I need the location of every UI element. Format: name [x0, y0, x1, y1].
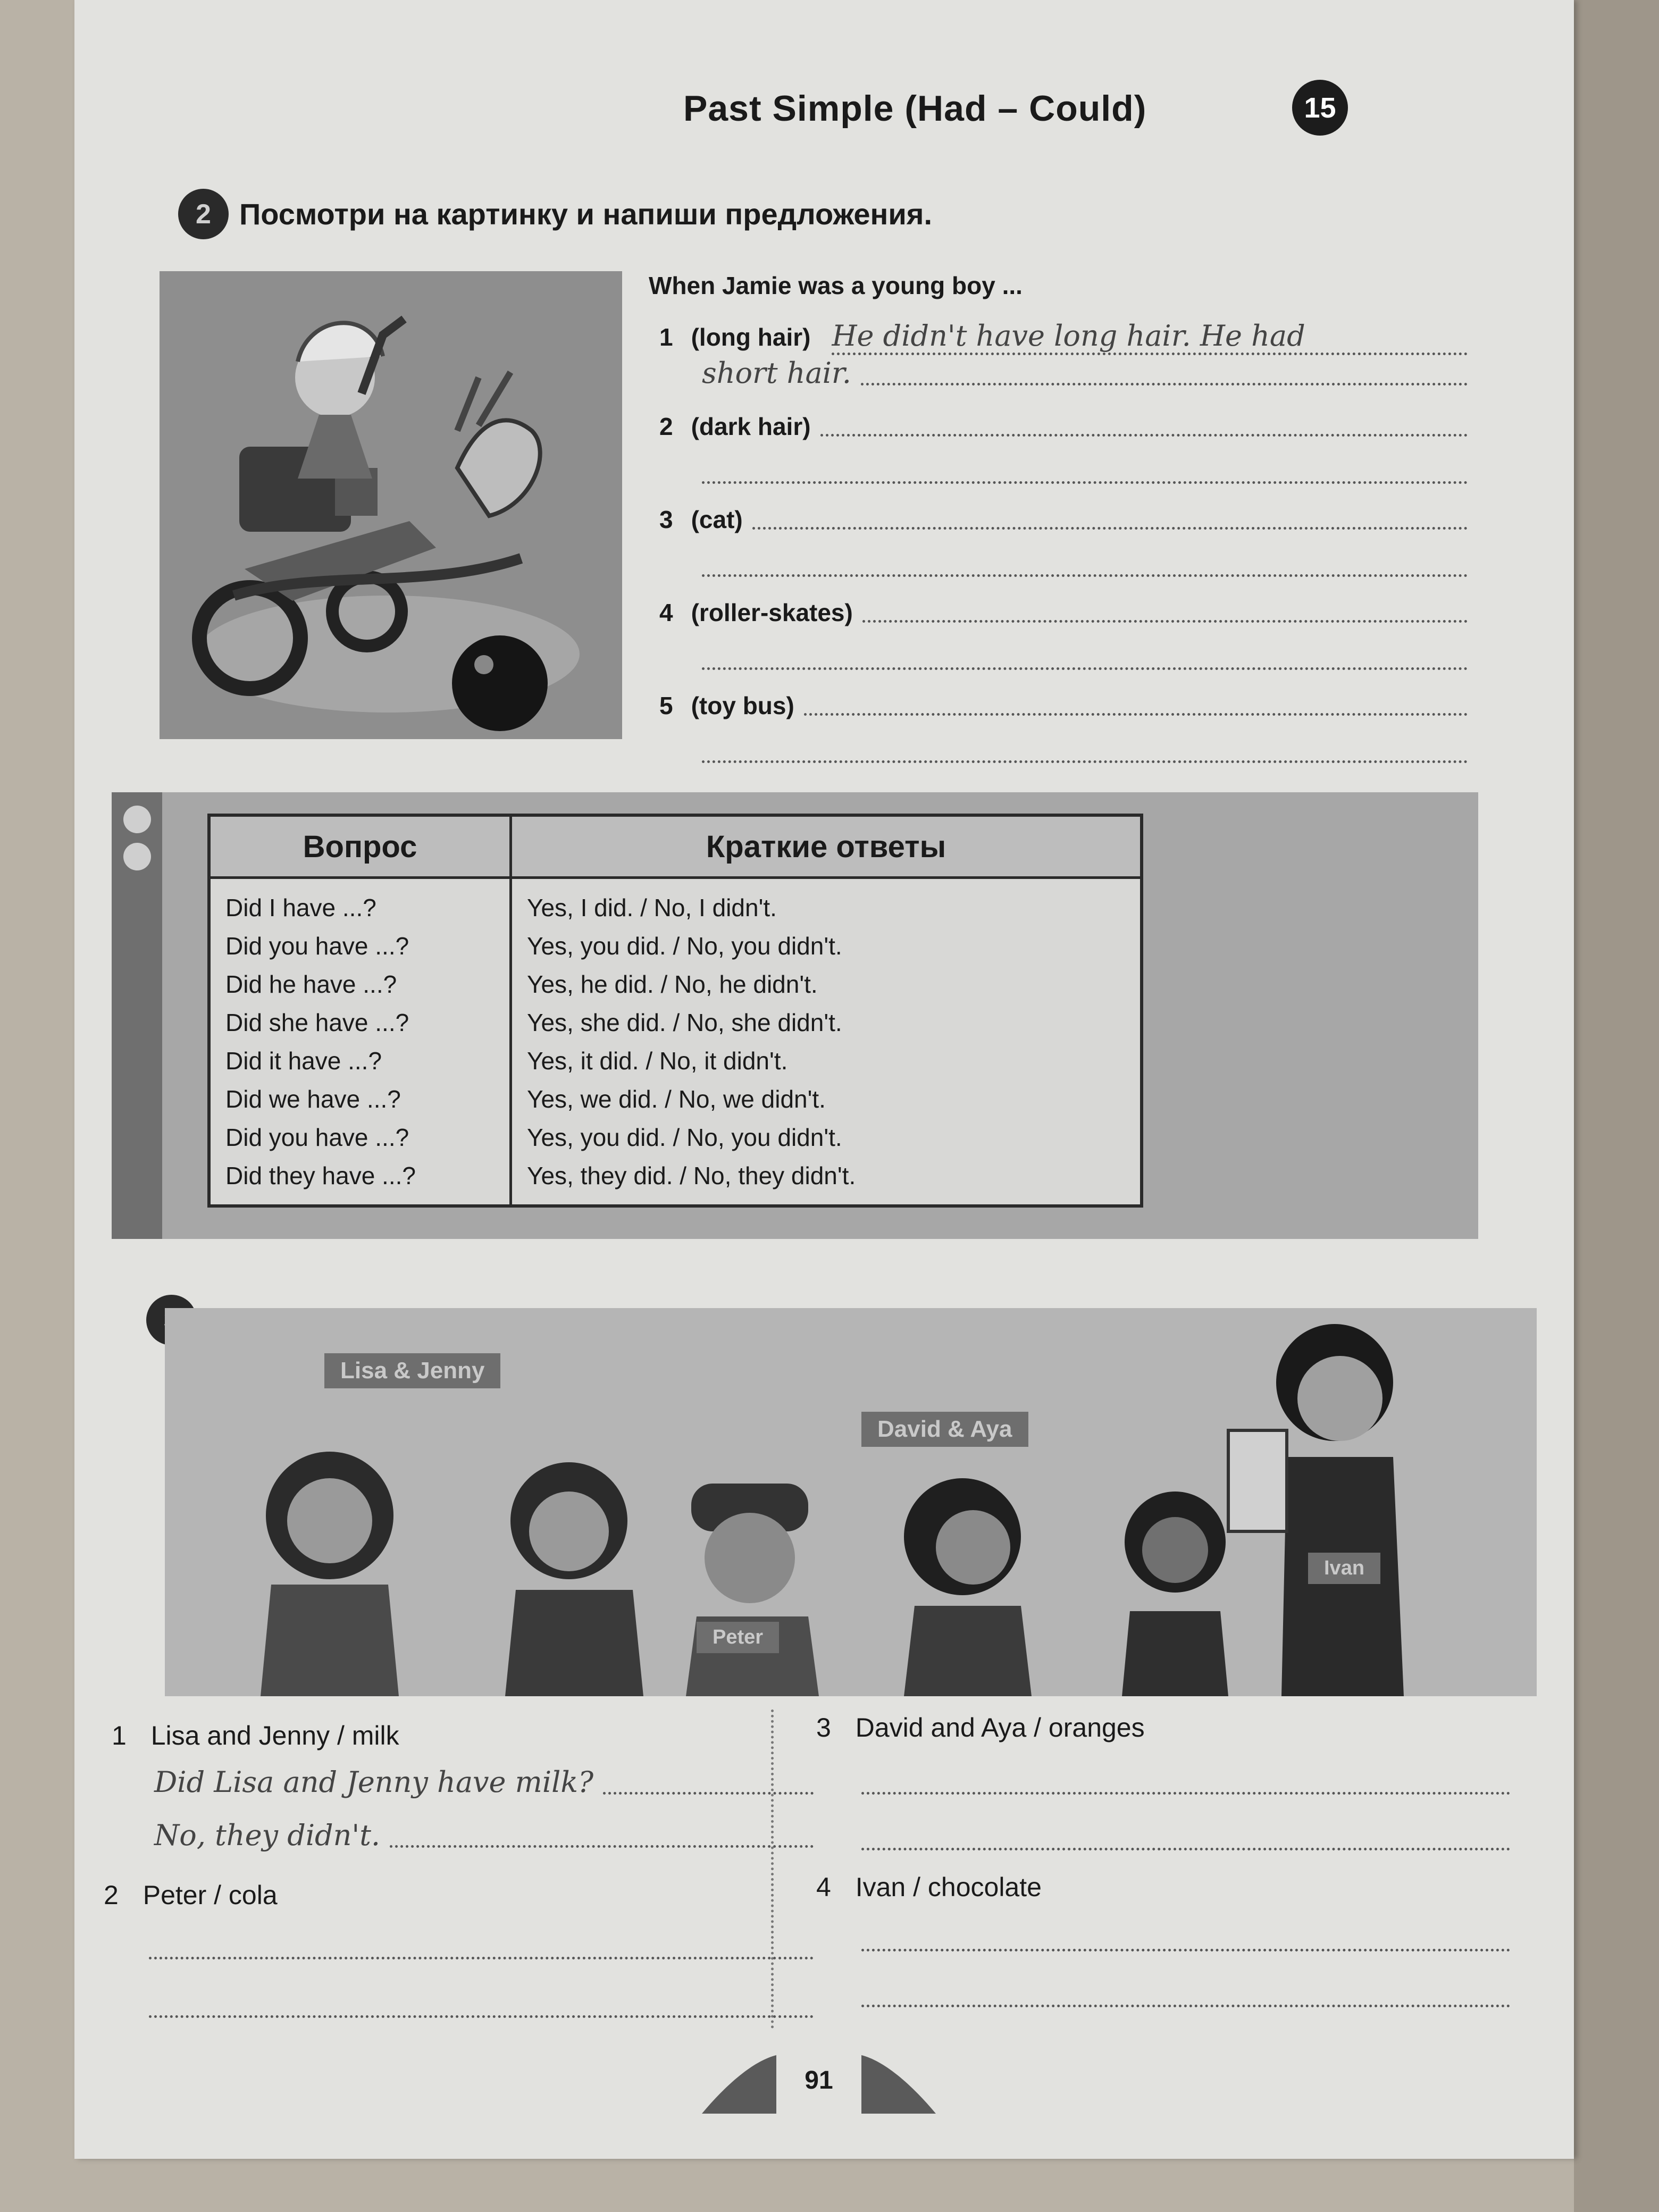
- unit-badge: 15: [1292, 80, 1348, 136]
- table-header-short-answers: Краткие ответы: [511, 815, 1142, 878]
- task-number: 1: [112, 1721, 127, 1750]
- item-prompt: (roller-skates): [691, 599, 853, 626]
- table-row: Did you have ...?: [225, 1124, 409, 1151]
- exercise-2-item-3: [659, 505, 1468, 534]
- item-prompt: (dark hair): [691, 413, 811, 440]
- column-divider: [771, 1710, 774, 2029]
- item-number: 3: [659, 506, 673, 533]
- task-prompt: Lisa and Jenny / milk: [150, 1721, 399, 1750]
- item-prompt: (toy bus): [691, 692, 794, 719]
- table-row: Yes, I did. / No, I didn't.: [527, 894, 777, 921]
- task-1-answer-line: [154, 1819, 814, 1852]
- table-row: Did you have ...?: [225, 932, 409, 960]
- exercise-3-task-4: [816, 1872, 1042, 1903]
- writing-line[interactable]: [804, 713, 1468, 716]
- item-prompt: (cat): [691, 506, 743, 533]
- task-prompt: David and Aya / oranges: [855, 1713, 1145, 1742]
- task-prompt: Ivan / chocolate: [855, 1872, 1042, 1902]
- table-row: Yes, they did. / No, they didn't.: [527, 1162, 856, 1189]
- exercise-2-instruction: Посмотри на картинку и напиши предложения.: [239, 197, 933, 231]
- page-number: 91: [805, 2066, 833, 2094]
- desk-background: [1574, 0, 1659, 2212]
- writing-line[interactable]: [752, 527, 1468, 530]
- answer-handwritten-line-2[interactable]: short hair.: [702, 356, 851, 390]
- grammar-dot-icon: [123, 806, 151, 833]
- exercise-2-item-1: [659, 319, 1468, 355]
- writing-line[interactable]: [603, 1792, 814, 1795]
- writing-line[interactable]: [149, 2015, 814, 2018]
- exercise-3-task-1: [112, 1720, 399, 1751]
- exercise-3-task-2: [104, 1880, 278, 1911]
- item-prompt: (long hair): [691, 323, 811, 351]
- table-row: Did it have ...?: [225, 1047, 382, 1075]
- writing-line[interactable]: [149, 1957, 814, 1959]
- task-number: 3: [816, 1713, 831, 1742]
- exercise-2-item-1-continued: [702, 356, 1468, 390]
- task-1-question-handwritten[interactable]: Did Lisa and Jenny have milk?: [154, 1765, 594, 1799]
- writing-line[interactable]: [390, 1845, 814, 1848]
- item-number: 1: [659, 323, 673, 351]
- exercise-2-item-5: [659, 691, 1468, 720]
- table-row: Yes, you did. / No, you didn't.: [527, 1124, 842, 1151]
- table-row: Did I have ...?: [225, 894, 376, 921]
- exercise-3-task-3: [816, 1712, 1145, 1743]
- writing-line[interactable]: [820, 434, 1468, 437]
- jamie-toys-illustration: [160, 271, 622, 739]
- task-number: 2: [104, 1880, 119, 1910]
- exercise-2-number: 2: [178, 189, 229, 239]
- page-title: Past Simple (Had – Could): [683, 88, 1147, 129]
- grammar-dot-icon: [123, 843, 151, 870]
- writing-line[interactable]: [861, 1792, 1510, 1795]
- table-row: Yes, you did. / No, you didn't.: [527, 932, 842, 960]
- writing-line[interactable]: [861, 1848, 1510, 1850]
- label-david-aya: David & Aya: [861, 1412, 1028, 1447]
- writing-line[interactable]: [702, 574, 1468, 577]
- question-column: [209, 878, 511, 1206]
- exercise-2-item-4: [659, 598, 1468, 627]
- writing-line[interactable]: [861, 383, 1468, 386]
- writing-line[interactable]: [861, 1949, 1510, 1951]
- writing-line[interactable]: [702, 760, 1468, 763]
- task-number: 4: [816, 1872, 831, 1902]
- exercise-2-item-2: [659, 412, 1468, 441]
- jamie-toys-picture: [160, 271, 622, 739]
- grammar-table: [207, 814, 1143, 1208]
- table-row: Did they have ...?: [225, 1162, 416, 1189]
- table-row: Yes, she did. / No, she didn't.: [527, 1009, 842, 1036]
- workbook-page: [74, 0, 1574, 2159]
- table-row: Did we have ...?: [225, 1085, 401, 1113]
- page-number-ornament: [681, 2050, 957, 2119]
- writing-line[interactable]: [862, 620, 1468, 623]
- task-1-answer-handwritten[interactable]: No, they didn't.: [154, 1819, 381, 1852]
- answer-handwritten-line-1[interactable]: He didn't have long hair. He had: [832, 319, 1468, 355]
- table-row: Yes, he did. / No, he didn't.: [527, 970, 818, 998]
- item-number: 5: [659, 692, 673, 719]
- task-prompt: Peter / cola: [143, 1880, 278, 1910]
- table-header-question: Вопрос: [209, 815, 511, 878]
- table-row: Did she have ...?: [225, 1009, 409, 1036]
- label-ivan: Ivan: [1308, 1553, 1380, 1584]
- table-row: Yes, we did. / No, we didn't.: [527, 1085, 826, 1113]
- writing-line[interactable]: [702, 667, 1468, 670]
- label-lisa-jenny: Lisa & Jenny: [324, 1353, 500, 1388]
- table-row: Yes, it did. / No, it didn't.: [527, 1047, 788, 1075]
- item-number: 2: [659, 413, 673, 440]
- task-1-question-line: [154, 1765, 814, 1799]
- exercise-2-intro: When Jamie was a young boy ...: [649, 272, 1023, 299]
- writing-line[interactable]: [861, 2005, 1510, 2007]
- table-row: Did he have ...?: [225, 970, 397, 998]
- answer-column: [511, 878, 1142, 1206]
- item-number: 4: [659, 599, 673, 626]
- writing-line[interactable]: [702, 481, 1468, 484]
- label-peter: Peter: [697, 1622, 779, 1653]
